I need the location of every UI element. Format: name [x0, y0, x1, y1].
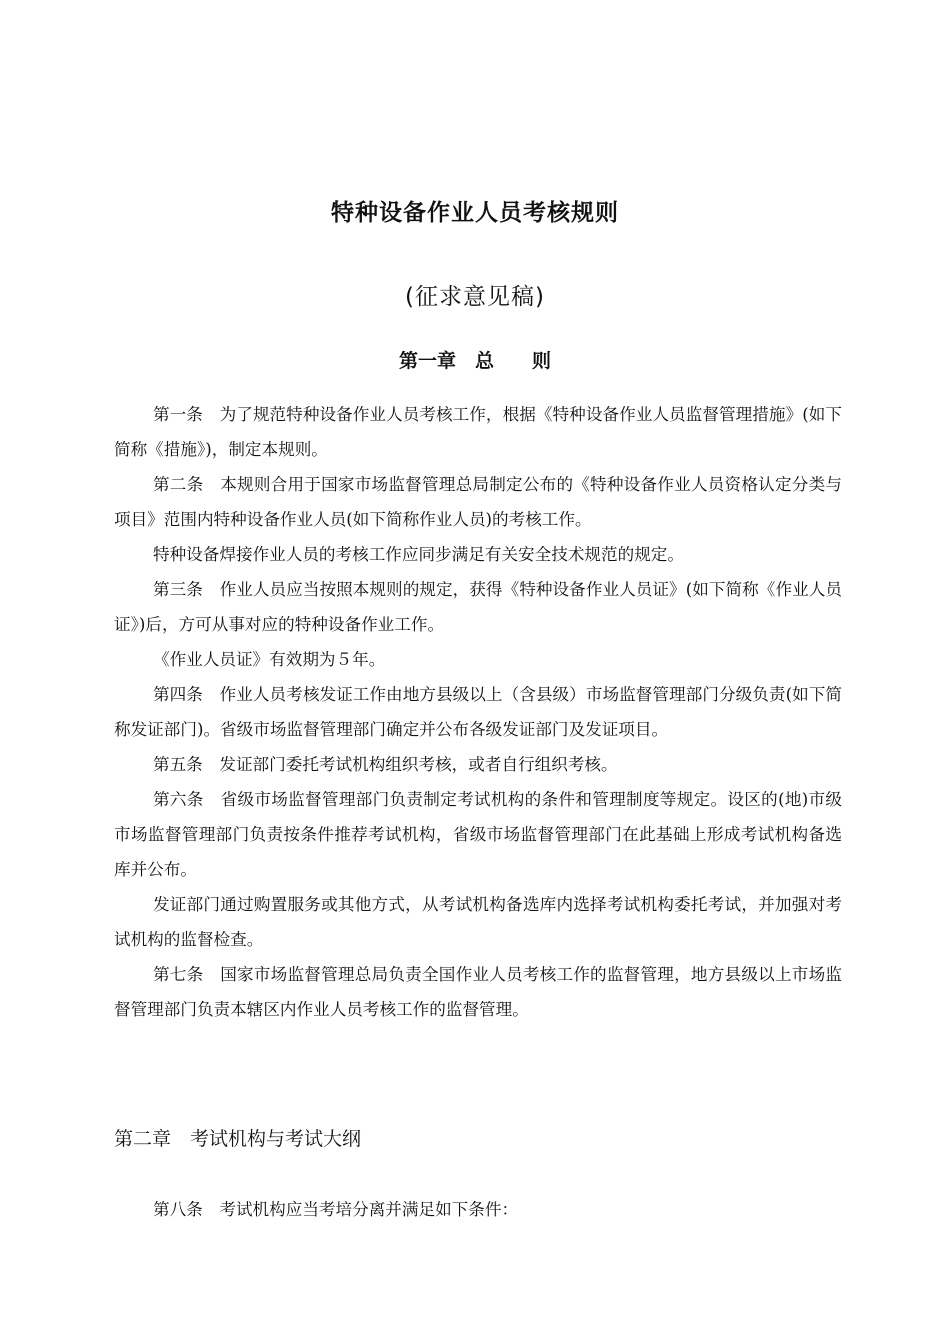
article-2-welding-note: 特种设备焊接作业人员的考核工作应同步满足有关安全技术规范的规定。	[153, 545, 684, 564]
article-6-supplement: 发证部门通过购置服务或其他方式，从考试机构备选库内选择考试机构委托考试，并加强对考试机构的监督检查。	[114, 895, 842, 949]
document-title: 特种设备作业人员考核规则	[331, 200, 619, 226]
article-8: 第八条 考试机构应当考培分离并满足如下条件：	[153, 1200, 519, 1219]
article-3-validity-note: 《作业人员证》有效期为５年。	[153, 650, 386, 669]
article-2: 第二条 本规则合用于国家市场监督管理总局制定公布的《特种设备作业人员资格认定分类与项目》范围内特种设备作业人员(如下简称作业人员)的考核工作。	[114, 475, 842, 529]
chapter-2-body	[114, 1192, 842, 1227]
article-1: 第一条 为了规范特种设备作业人员考核工作，根据《特种设备作业人员监督管理措施》(如下简称《措施》)，制定本规则。	[114, 405, 842, 459]
article-6: 第六条 省级市场监督管理部门负责制定考试机构的条件和管理制度等规定。设区的(地)市级市场监督管理部门负责按条件推荐考试机构，省级市场监督管理部门在此基础上形成考试机构备选库并公布。	[114, 790, 842, 879]
chapter-2-heading: 第二章 考试机构与考试大纲	[114, 1128, 362, 1150]
article-7: 第七条 国家市场监督管理总局负责全国作业人员考核工作的监督管理，地方县级以上市场监督管理部门负责本辖区内作业人员考核工作的监督管理。	[114, 965, 842, 1019]
chapter-1-heading: 第一章 总 则	[398, 350, 551, 372]
article-4: 第四条 作业人员考核发证工作由地方县级以上（含县级）市场监督管理部门分级负责(如下简称发证部门)。省级市场监督管理部门确定并公布各级发证部门及发证项目。	[114, 685, 842, 739]
article-3: 第三条 作业人员应当按照本规则的规定，获得《特种设备作业人员证》(如下简称《作业人员证》)后，方可从事对应的特种设备作业工作。	[114, 580, 842, 634]
chapter-1-body	[114, 397, 842, 1027]
document-subtitle: (征求意见稿)	[405, 284, 545, 310]
article-5: 第五条 发证部门委托考试机构组织考核，或者自行组织考核。	[153, 755, 618, 774]
